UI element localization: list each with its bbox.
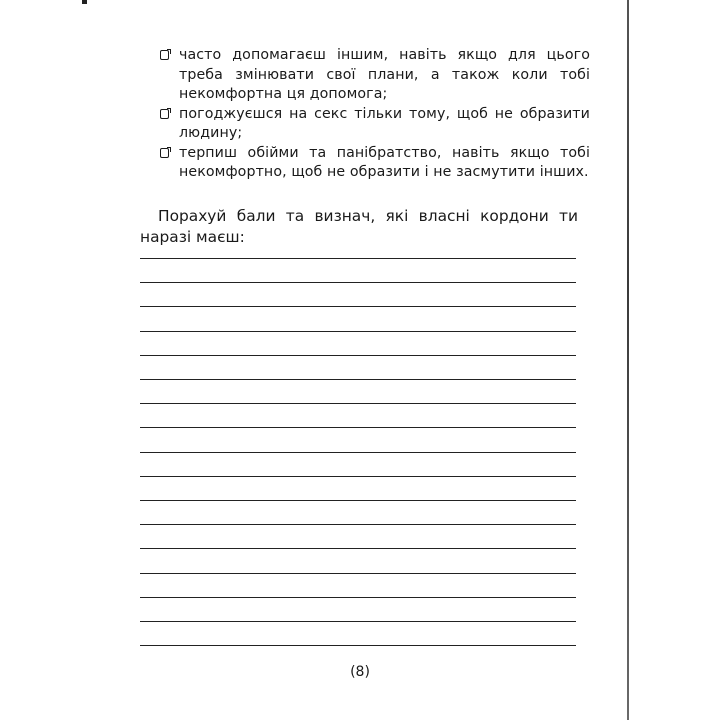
checklist-item bbox=[160, 105, 590, 144]
answer-line[interactable] bbox=[140, 355, 576, 356]
answer-line[interactable] bbox=[140, 645, 576, 646]
answer-line[interactable] bbox=[140, 621, 576, 622]
answer-line[interactable] bbox=[140, 306, 576, 307]
answer-line[interactable] bbox=[140, 258, 576, 259]
checklist-item-text: часто допомагаєш іншим, навіть якщо для цього треба змінювати свої плани, а також коли тобі некомфортна ця допомога; bbox=[179, 47, 590, 102]
answer-line[interactable] bbox=[140, 500, 576, 501]
answer-line[interactable] bbox=[140, 331, 576, 332]
answer-line[interactable] bbox=[140, 573, 576, 574]
checklist-item-text: терпиш обійми та панібратство, навіть якщо тобі некомфортно, щоб не образити і не засмутити інших. bbox=[179, 144, 590, 180]
adjacent-page-margin bbox=[629, 0, 720, 720]
checkbox-icon[interactable] bbox=[160, 148, 169, 158]
scoring-prompt: Порахуй бали та визнач, які власні кордони ти наразі маєш: bbox=[140, 207, 578, 246]
checklist bbox=[160, 46, 590, 183]
checklist-item-text: погоджуєшся на секс тільки тому, щоб не образити людину; bbox=[179, 105, 590, 141]
checklist-item bbox=[160, 144, 590, 183]
answer-line[interactable] bbox=[140, 524, 576, 525]
page-number: (8) bbox=[350, 664, 370, 680]
answer-line[interactable] bbox=[140, 548, 576, 549]
answer-line[interactable] bbox=[140, 282, 576, 283]
answer-line[interactable] bbox=[140, 597, 576, 598]
answer-line[interactable] bbox=[140, 403, 576, 404]
answer-line[interactable] bbox=[140, 452, 576, 453]
checkbox-icon[interactable] bbox=[160, 109, 169, 119]
answer-line[interactable] bbox=[140, 427, 576, 428]
checkbox-icon[interactable] bbox=[160, 50, 169, 60]
answer-line[interactable] bbox=[140, 476, 576, 477]
checklist-item bbox=[160, 46, 590, 105]
answer-line[interactable] bbox=[140, 379, 576, 380]
page-corner-mark bbox=[82, 0, 87, 4]
